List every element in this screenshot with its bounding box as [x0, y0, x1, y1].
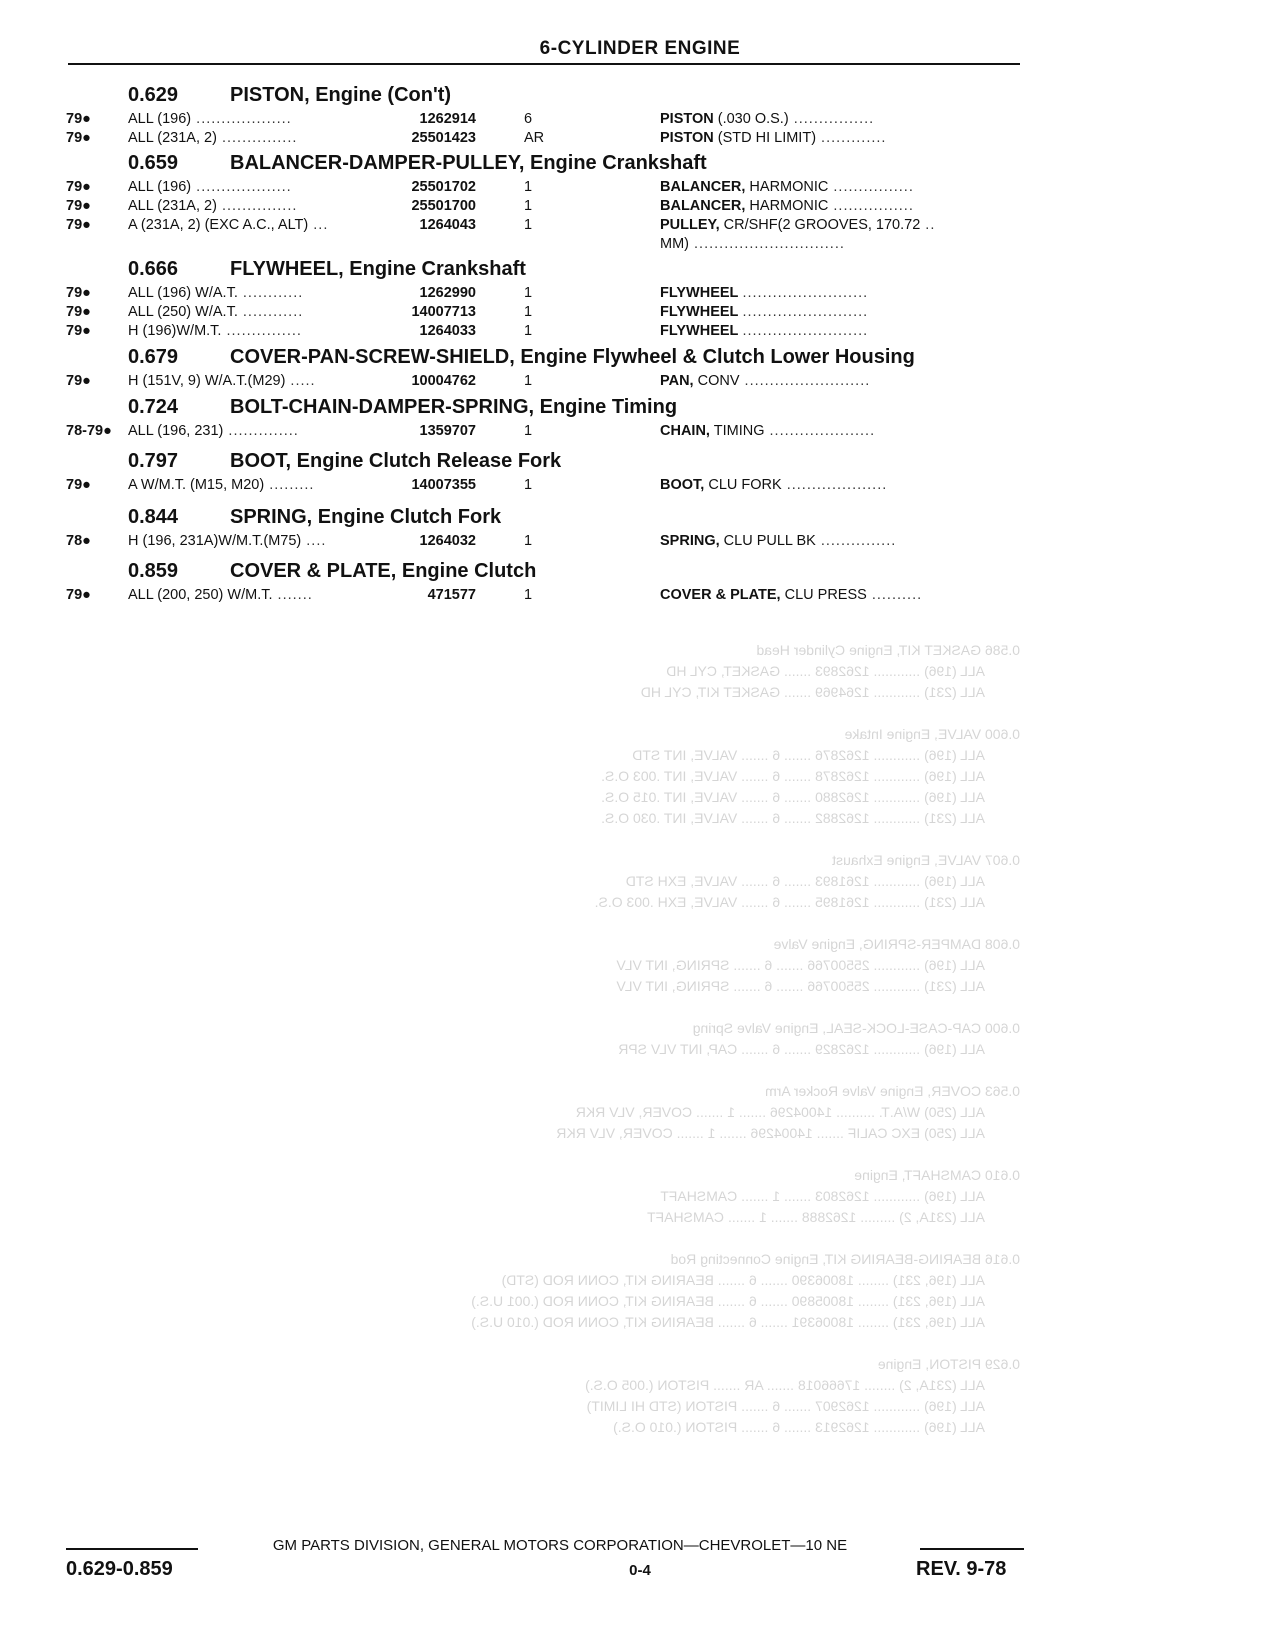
application: [128, 586, 313, 605]
description-detail: CLU PULL BK: [723, 533, 816, 549]
model-year: 79●: [66, 111, 91, 127]
application: [128, 284, 303, 303]
catalog-section: [66, 80, 1026, 148]
description-detail: CR/SHF(2 GROOVES, 170.72: [723, 217, 921, 233]
description-keyword: PISTON: [660, 111, 714, 127]
section-heading: [66, 392, 1026, 422]
quantity: 1: [524, 423, 533, 439]
application: [128, 476, 314, 495]
model-year: 78●: [66, 533, 91, 549]
leader-dots: .........................: [742, 323, 869, 339]
application-text: ALL (200, 250) W/M.T.: [128, 587, 273, 603]
leader-dots: ..........: [866, 587, 923, 603]
application-text: A W/M.T. (M15, M20): [128, 477, 265, 493]
application: [128, 129, 297, 148]
part-row: [66, 129, 1026, 148]
description-keyword: BALANCER,: [660, 198, 746, 214]
catalog-section: [66, 392, 1026, 441]
part-row: [66, 178, 1026, 197]
application-text: ALL (196, 231): [128, 423, 224, 439]
section-number: 0.666: [128, 258, 179, 280]
part-number: 10004762: [411, 373, 476, 389]
quantity: AR: [524, 130, 545, 146]
part-row: [66, 476, 1026, 495]
quantity: 1: [524, 304, 533, 320]
catalog-section: [66, 556, 1026, 605]
leader-dots: .........................: [742, 285, 869, 301]
application: [128, 422, 299, 441]
description: [660, 322, 868, 341]
description-keyword: COVER & PLATE,: [660, 587, 781, 603]
section-number: 0.797: [128, 450, 179, 472]
footer-rule-left: [66, 1548, 198, 1550]
application-text: ALL (231A, 2): [128, 198, 217, 214]
part-row: [66, 284, 1026, 303]
footer-revision: REV. 9-78: [916, 1558, 1007, 1580]
part-number: 25501700: [411, 198, 476, 214]
leader-dots: .....................: [764, 423, 876, 439]
application: [128, 532, 326, 551]
leader-dots: ................: [828, 179, 914, 195]
model-year: 79●: [66, 179, 91, 195]
footer-publisher: GM PARTS DIVISION, GENERAL MOTORS CORPORATION—CHEVROLET—10 NE: [272, 1537, 848, 1554]
description: [660, 303, 868, 322]
model-year: 79●: [66, 477, 91, 493]
application-text: ALL (196) W/A.T.: [128, 285, 238, 301]
catalog-section: [66, 254, 1026, 341]
description-detail: (STD HI LIMIT): [717, 130, 817, 146]
quantity: 1: [524, 477, 533, 493]
description-keyword: FLYWHEEL: [660, 304, 739, 320]
leader-dots: ..: [920, 217, 936, 233]
description-detail: MM): [660, 236, 689, 252]
quantity: 6: [524, 111, 533, 127]
section-number: 0.659: [128, 152, 179, 174]
leader-dots: .........: [264, 477, 315, 493]
description-keyword: PULLEY,: [660, 217, 720, 233]
model-year: 79●: [66, 130, 91, 146]
part-number: 14007355: [411, 477, 476, 493]
application-text: A (231A, 2) (EXC A.C., ALT): [128, 217, 309, 233]
description-detail: HARMONIC: [749, 179, 829, 195]
leader-dots: ....................: [781, 477, 888, 493]
header-rule: [68, 63, 1020, 65]
leader-dots: ..............................: [689, 236, 845, 252]
section-number: 0.859: [128, 560, 179, 582]
part-number: 1264032: [419, 533, 476, 549]
part-number: 1264043: [419, 217, 476, 233]
leader-dots: ................: [788, 111, 875, 127]
description-keyword: BOOT,: [660, 477, 705, 493]
description-detail: TIMING: [713, 423, 765, 439]
quantity: 1: [524, 217, 533, 233]
page-title: 6-CYLINDER ENGINE: [539, 38, 741, 59]
leader-dots: .......: [272, 587, 313, 603]
catalog-section: [66, 502, 1026, 551]
model-year: 79●: [66, 217, 91, 233]
part-number: 14007713: [411, 304, 476, 320]
description: [660, 372, 870, 391]
model-year: 78-79●: [66, 423, 112, 439]
quantity: 1: [524, 285, 533, 301]
part-number: 1264033: [419, 323, 476, 339]
section-title: BALANCER-DAMPER-PULLEY, Engine Crankshaft: [230, 152, 707, 174]
quantity: 1: [524, 179, 533, 195]
application-text: ALL (196): [128, 179, 192, 195]
quantity: 1: [524, 533, 533, 549]
leader-dots: ...............: [815, 533, 897, 549]
part-row: [66, 110, 1026, 129]
quantity: 1: [524, 587, 533, 603]
model-year: 79●: [66, 373, 91, 389]
description-detail: (.030 O.S.): [717, 111, 789, 127]
leader-dots: ................: [828, 198, 914, 214]
part-number: 1262990: [419, 285, 476, 301]
leader-dots: .........................: [742, 304, 869, 320]
section-heading: [66, 556, 1026, 586]
bleed-through-reverse-page: 0.586 GASKET KIT, Engine Cylinder Head ALL (196) ............ 1262893 ....... GASKET, CYL HD ALL (231) ............ 1264969 ....... GASKET KIT, CYL HD 0.600 VALVE, Engine Intake ALL (196) ............ 1262876 ....... 6 ....... VALVE, INT STD ALL (196) ............ 1262878 ....... 6 ....... VALVE, INT .003 O.S. ALL (196) ............ 1262880 ....... 6 ....... VALVE, INT .015 O.S. ALL (231) ............ 1262882 ....... 6 ....... VALVE, INT .030 O.S. 0.607 VALVE, Engine Exhaust ALL (196) ............ 1261893 ....... 6 ....... VALVE, EXH STD ALL (231) ............ 1261895 ....... 6 ....... VALVE, EXH .003 O.S. 0.608 DAMPER-SPRING, Engine Valve ALL (196) ............ 25500766 ....... 6 ....... SPRING, INT VLV ALL (231) ............ 25500766 ....... 6 ....... SPRING, INT VLV 0.600 CAP-CASE-LOCK-SEAL, Engine Valve Spring ALL (196) ............ 1262829 ....... 6 ....... CAP, INT VLV SPR 0.563 COVER, Engine Valve Rocker Arm ALL (250) W/A.T. .......... 14004296 ....... 1 ....... COVER, VLV RKR ALL (250) EXC CALIF ....... 14004296 ....... 1 ....... COVER, VLV RKR 0.610 CAMSHAFT, Engine ALL (196) ............ 1262803 ....... 1 ....... CAMSHAFT ALL (231A, 2) ......... 1262888 ....... 1 ....... CAMSHAFT 0.616 BEARING-BEARING KIT, Engine Connecting Rod ALL (196, 231) ........ 18006390 ....... 6 ....... BEARING KIT, CONN ROD (STD) ALL (196, 231) ........ 18005890 ....... 6 ....... BEARING KIT, CONN ROD (.001 U.S.) ALL (196, 231) ........ 18006391 ....... 6 ....... BEARING KIT, CONN ROD (.010 U.S.) 0.629 PISTON, Engine ALL (231A, 2) ........ 17666018 ....... AR ....... PISTON (.005 O.S.) ALL (196) ............ 1262907 ....... 6 ....... PISTON (STD HI LIMIT) ALL (196) ............ 1262913 ....... 6 ....... PISTON (.010 O.S.): [471, 642, 1020, 1435]
section-title: BOLT-CHAIN-DAMPER-SPRING, Engine Timing: [230, 396, 678, 418]
section-heading: [66, 80, 1026, 110]
section-heading: [66, 446, 1026, 476]
description: [660, 197, 914, 216]
application-text: H (196, 231A)W/M.T.(M75): [128, 533, 302, 549]
description: [660, 422, 875, 441]
catalog-section: [66, 148, 1026, 254]
part-row: [66, 303, 1026, 322]
application: [128, 197, 297, 216]
section-title: COVER-PAN-SCREW-SHIELD, Engine Flywheel & Clutch Lower Housing: [230, 346, 915, 368]
description: [660, 235, 845, 254]
footer-rule-right: [920, 1548, 1024, 1550]
description-keyword: PISTON: [660, 130, 714, 146]
leader-dots: ...............: [216, 130, 298, 146]
part-row: [66, 532, 1026, 551]
part-row: [66, 586, 1026, 605]
leader-dots: .........................: [739, 373, 871, 389]
description-keyword: SPRING,: [660, 533, 720, 549]
application: [128, 178, 292, 197]
part-number: 1359707: [419, 423, 476, 439]
application: [128, 372, 316, 391]
section-number: 0.844: [128, 506, 179, 528]
description-detail: CLU PRESS: [784, 587, 867, 603]
section-heading: [66, 254, 1026, 284]
model-year: 79●: [66, 323, 91, 339]
footer-group-range: 0.629-0.859: [66, 1558, 173, 1580]
model-year: 79●: [66, 198, 91, 214]
description: [660, 284, 868, 303]
part-row: [66, 216, 1026, 235]
application: [128, 303, 303, 322]
section-heading: [66, 342, 1026, 372]
description-keyword: PAN,: [660, 373, 694, 389]
section-heading: [66, 148, 1026, 178]
footer-page-number: 0-4: [629, 1562, 651, 1579]
section-number: 0.679: [128, 346, 179, 368]
part-row: [66, 372, 1026, 391]
part-number: 25501702: [411, 179, 476, 195]
part-number: 25501423: [411, 130, 476, 146]
leader-dots: ............: [237, 304, 304, 320]
leader-dots: ..............: [223, 423, 299, 439]
leader-dots: ...................: [191, 111, 292, 127]
description: [660, 586, 922, 605]
catalog-section: [66, 342, 1026, 391]
leader-dots: .............: [816, 130, 887, 146]
section-number: 0.629: [128, 84, 179, 106]
description: [660, 110, 874, 129]
application-text: ALL (250) W/A.T.: [128, 304, 238, 320]
description-keyword: FLYWHEEL: [660, 285, 739, 301]
leader-dots: ............: [237, 285, 304, 301]
part-row: [66, 422, 1026, 441]
application: [128, 110, 292, 129]
leader-dots: ....: [301, 533, 327, 549]
description: [660, 532, 896, 551]
leader-dots: ...............: [221, 323, 302, 339]
description: [660, 216, 935, 235]
section-number: 0.724: [128, 396, 179, 418]
section-heading: [66, 502, 1026, 532]
section-title: FLYWHEEL, Engine Crankshaft: [230, 258, 526, 280]
leader-dots: ...: [308, 217, 329, 233]
description-keyword: BALANCER,: [660, 179, 746, 195]
part-row: [66, 197, 1026, 216]
description-detail: HARMONIC: [749, 198, 829, 214]
application: [128, 216, 328, 235]
description: [660, 476, 887, 495]
section-title: COVER & PLATE, Engine Clutch: [230, 560, 537, 582]
model-year: 79●: [66, 285, 91, 301]
section-title: PISTON, Engine (Con't): [230, 84, 452, 106]
quantity: 1: [524, 198, 533, 214]
part-row: [66, 322, 1026, 341]
part-row: [66, 235, 1026, 254]
description: [660, 178, 914, 197]
application-text: ALL (231A, 2): [128, 130, 217, 146]
application: [128, 322, 302, 341]
leader-dots: ...................: [191, 179, 292, 195]
description-detail: CLU FORK: [708, 477, 782, 493]
description: [660, 129, 886, 148]
quantity: 1: [524, 373, 533, 389]
leader-dots: ...............: [216, 198, 298, 214]
description-detail: CONV: [697, 373, 740, 389]
quantity: 1: [524, 323, 533, 339]
description-keyword: CHAIN,: [660, 423, 710, 439]
application-text: H (151V, 9) W/A.T.(M29): [128, 373, 286, 389]
application-text: H (196)W/M.T.: [128, 323, 222, 339]
leader-dots: .....: [285, 373, 316, 389]
model-year: 79●: [66, 587, 91, 603]
model-year: 79●: [66, 304, 91, 320]
catalog-section: [66, 446, 1026, 495]
section-title: SPRING, Engine Clutch Fork: [230, 506, 502, 528]
section-title: BOOT, Engine Clutch Release Fork: [230, 450, 562, 472]
description-keyword: FLYWHEEL: [660, 323, 739, 339]
part-number: 471577: [427, 587, 476, 603]
application-text: ALL (196): [128, 111, 192, 127]
part-number: 1262914: [419, 111, 476, 127]
